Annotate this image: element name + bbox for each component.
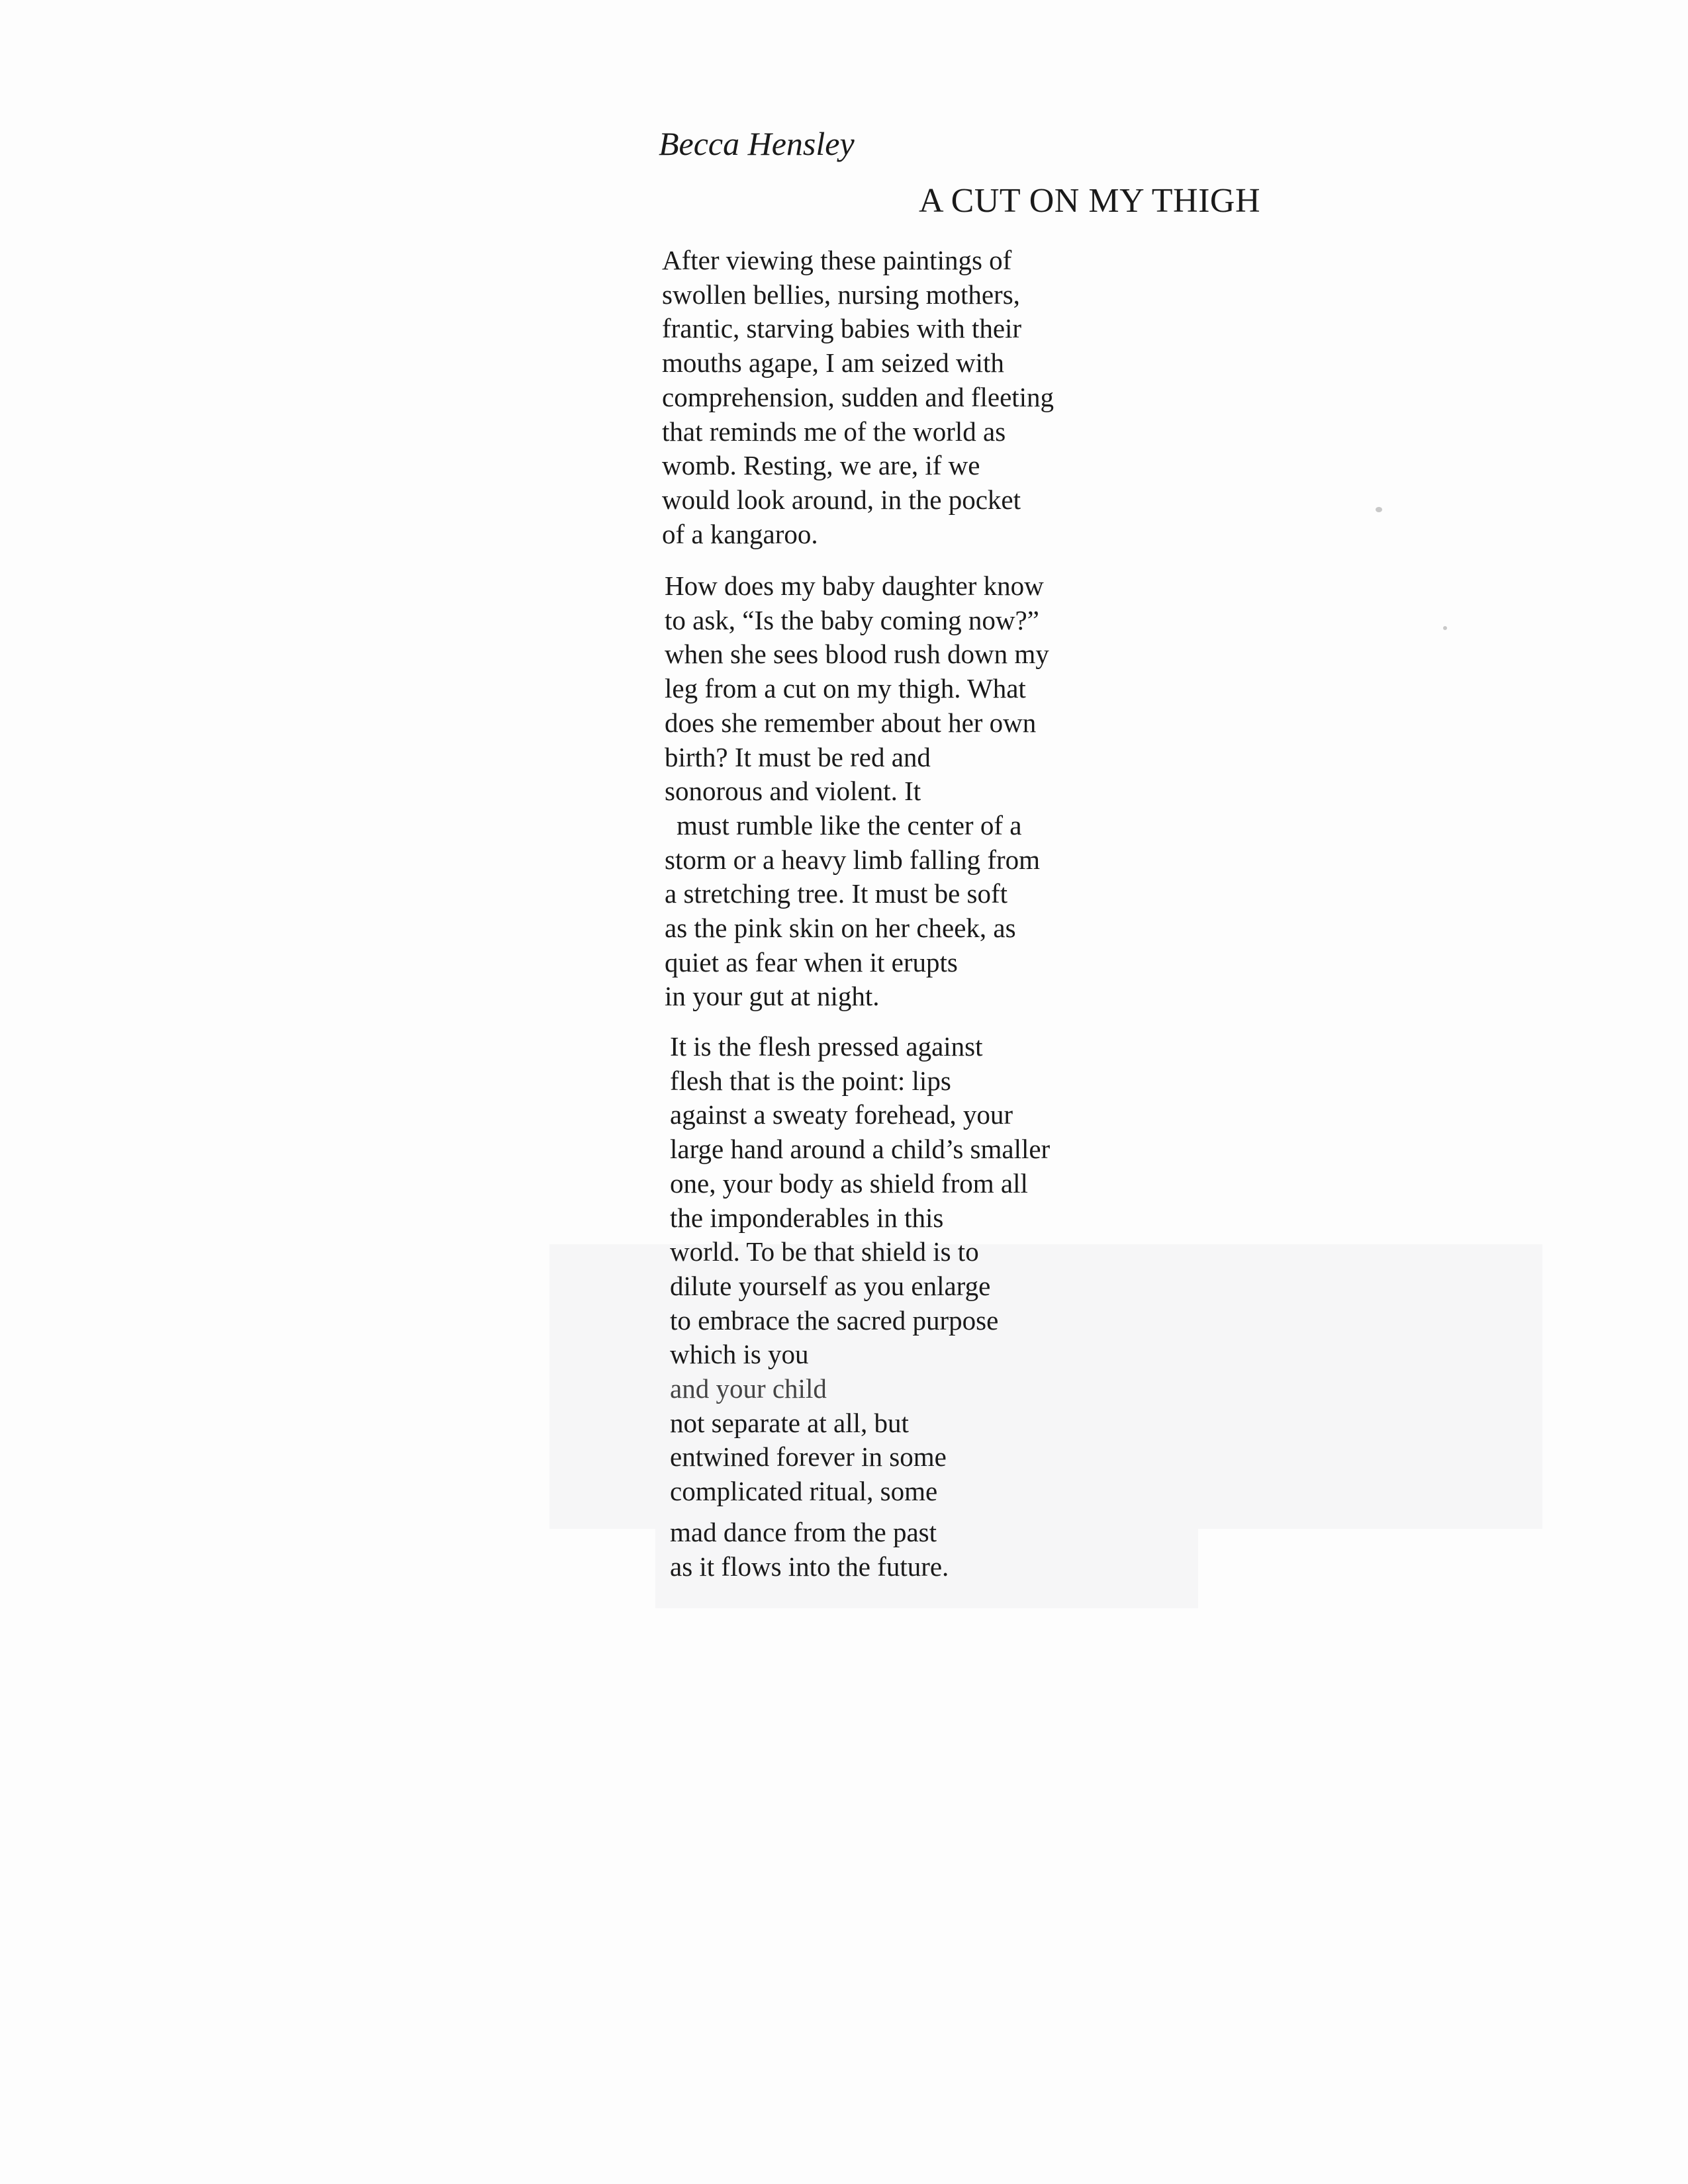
stanza-3 xyxy=(670,1030,1050,1584)
poem-line: mad dance from the past xyxy=(670,1516,937,1547)
poem-line: quiet as fear when it erupts xyxy=(665,946,958,978)
poem-line: How does my baby daughter know xyxy=(665,570,1044,601)
poem-line: world. To be that shield is to xyxy=(670,1236,979,1267)
poem-line: does she remember about her own xyxy=(665,707,1037,738)
poem-line: the imponderables in this xyxy=(670,1202,944,1233)
scan-speck xyxy=(1443,626,1447,630)
scan-speck xyxy=(1376,507,1382,512)
poem-line: large hand around a child’s smaller xyxy=(670,1134,1051,1165)
poem-line: as it flows into the future. xyxy=(670,1551,949,1582)
poem-line: and your child xyxy=(670,1373,827,1404)
poem-line: as the pink skin on her cheek, as xyxy=(665,913,1016,944)
poem-line: to embrace the sacred purpose xyxy=(670,1304,999,1336)
poem-title: A CUT ON MY THIGH xyxy=(919,182,1261,220)
poem-line: against a sweaty forehead, your xyxy=(670,1099,1013,1130)
poem-line: entwined forever in some xyxy=(670,1441,947,1473)
poem-line: must rumble like the center of a xyxy=(677,809,1022,841)
poem-line: in your gut at night. xyxy=(665,981,880,1012)
poem-line: to ask, “Is the baby coming now?” xyxy=(665,604,1039,635)
poem-line: It is the flesh pressed against xyxy=(670,1031,983,1062)
poem-line: dilute yourself as you enlarge xyxy=(670,1270,991,1301)
poem-line: frantic, starving babies with their xyxy=(662,313,1022,344)
poem-line: that reminds me of the world as xyxy=(662,416,1006,447)
poem-line: which is you xyxy=(670,1339,809,1370)
poem-line: would look around, in the pocket xyxy=(662,484,1021,515)
poem-line: womb. Resting, we are, if we xyxy=(662,450,980,481)
author-name: Becca Hensley xyxy=(659,125,855,162)
poem-line: storm or a heavy limb falling from xyxy=(665,844,1041,875)
poem-line: mouths agape, I am seized with xyxy=(662,347,1004,379)
poem-line: leg from a cut on my thigh. What xyxy=(665,673,1026,704)
stanza-2 xyxy=(665,569,1049,1014)
poem-line: sonorous and violent. It xyxy=(665,776,921,807)
poem-line: birth? It must be red and xyxy=(665,741,931,772)
poem-line: complicated ritual, some xyxy=(670,1476,938,1507)
poem-line: swollen bellies, nursing mothers, xyxy=(662,279,1020,310)
poem-line: flesh that is the point: lips xyxy=(670,1065,951,1096)
stanza-1 xyxy=(662,244,1054,551)
poem-line: one, your body as shield from all xyxy=(670,1167,1028,1199)
poem-line: when she sees blood rush down my xyxy=(665,639,1049,670)
poem-line: After viewing these paintings of xyxy=(662,245,1012,275)
poem-line: comprehension, sudden and fleeting xyxy=(662,381,1055,412)
poem-line: not separate at all, but xyxy=(670,1407,909,1438)
poem-line: a stretching tree. It must be soft xyxy=(665,878,1008,909)
poem-line: of a kangaroo. xyxy=(662,518,818,549)
